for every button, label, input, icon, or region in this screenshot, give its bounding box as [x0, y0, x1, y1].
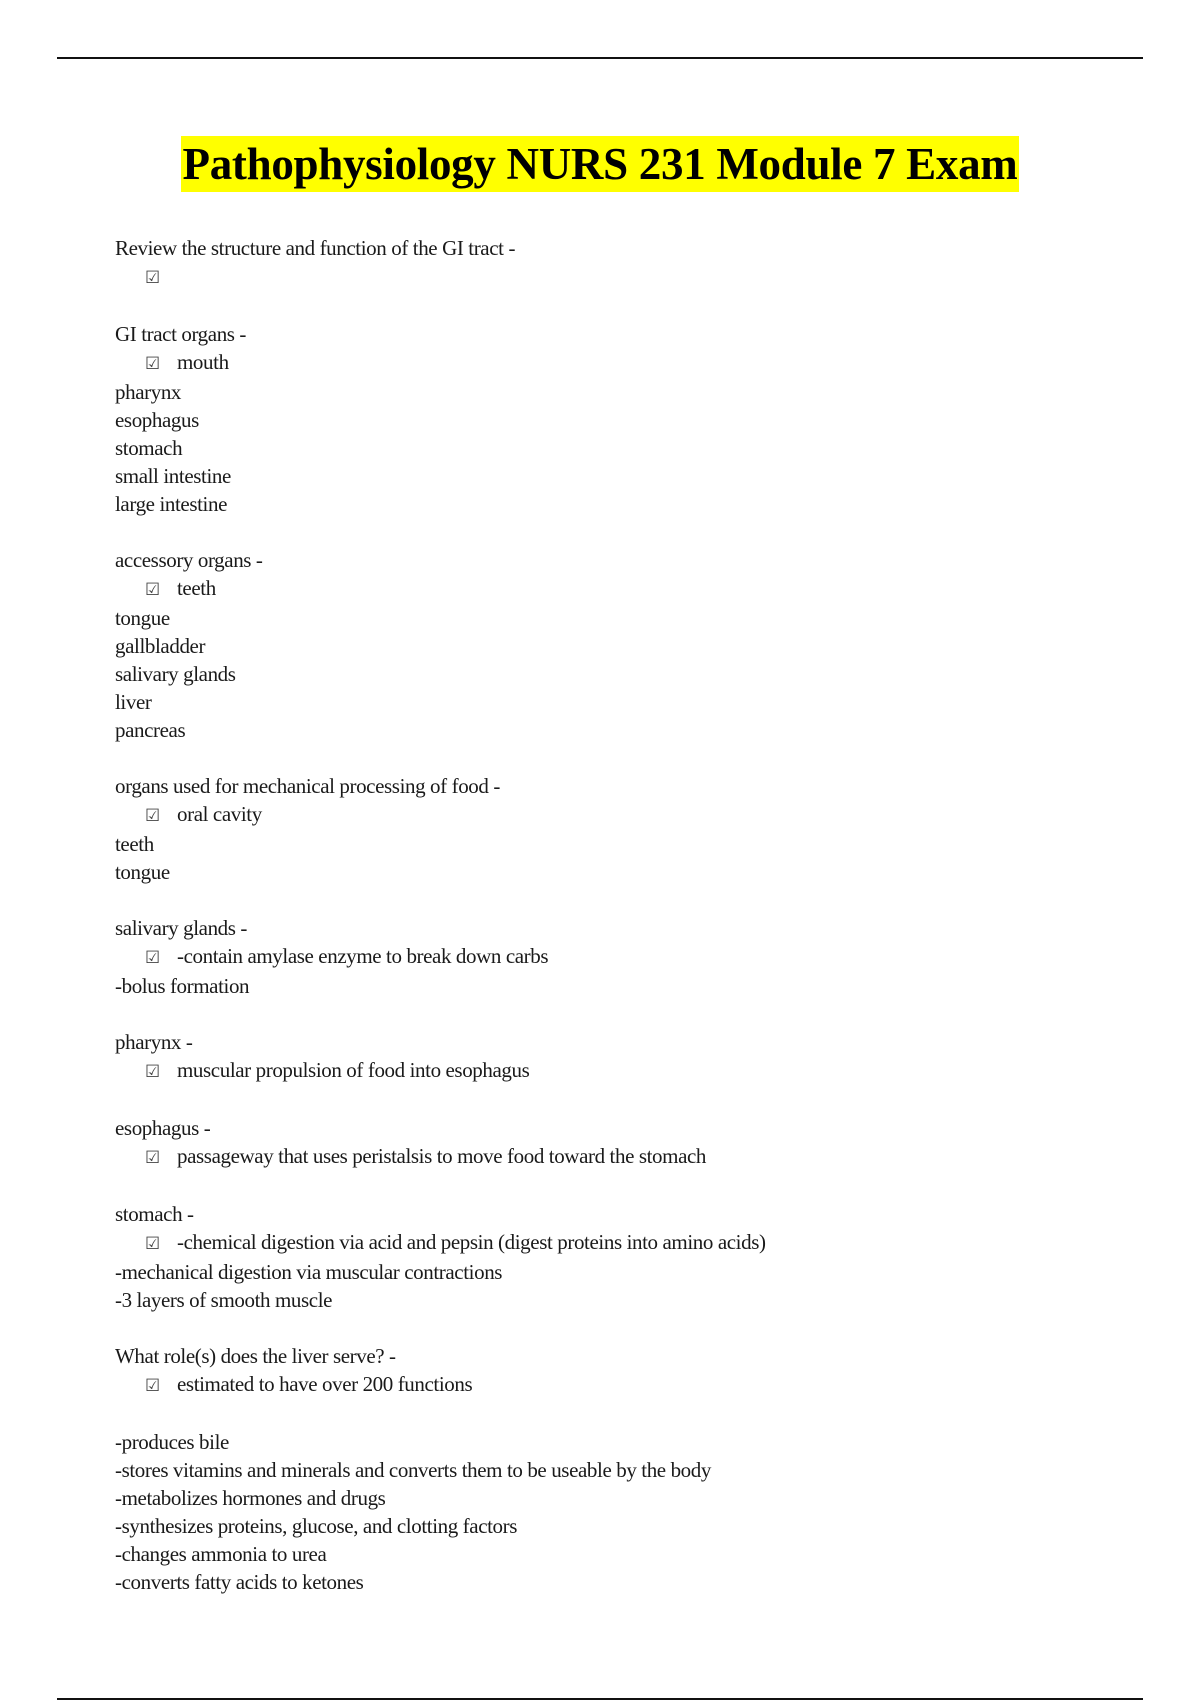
qa-section: [115, 1114, 1115, 1172]
answer-line: liver: [115, 690, 152, 714]
answer-text: estimated to have over 200 functions: [177, 1372, 473, 1396]
top-rule: [57, 57, 1143, 59]
liver-function-line: -stores vitamins and minerals and converts them to be useable by the body: [115, 1458, 711, 1482]
answer-first-line: [115, 1370, 1115, 1400]
answer-line: pharynx: [115, 380, 182, 404]
checkbox-icon: ☑: [145, 268, 160, 288]
qa-section: [115, 772, 1115, 886]
liver-function-line: -metabolizes hormones and drugs: [115, 1486, 386, 1510]
title-container: [0, 136, 1200, 192]
answer-first-line: [115, 262, 1115, 292]
answer-text: oral cavity: [177, 802, 262, 826]
answer-line: salivary glands: [115, 662, 236, 686]
qa-section: [115, 1028, 1115, 1086]
answer-line: pancreas: [115, 718, 186, 742]
question-text: pharynx -: [115, 1030, 193, 1054]
answer-line: -3 layers of smooth muscle: [115, 1288, 333, 1312]
answer-text: passageway that uses peristalsis to move food toward the stomach: [177, 1144, 707, 1168]
liver-function-line: -synthesizes proteins, glucose, and clotting factors: [115, 1514, 518, 1538]
checkbox-icon: ☑: [145, 580, 160, 600]
answer-first-line: [115, 800, 1115, 830]
answer-line: tongue: [115, 860, 170, 884]
question-text: Review the structure and function of the GI tract -: [115, 236, 516, 260]
answer-line: -mechanical digestion via muscular contractions: [115, 1260, 503, 1284]
document-title: Pathophysiology NURS 231 Module 7 Exam: [181, 136, 1020, 192]
checkbox-icon: ☑: [145, 1148, 160, 1168]
answer-first-line: [115, 1228, 1115, 1258]
answer-text: muscular propulsion of food into esophagus: [177, 1058, 530, 1082]
checkbox-icon: ☑: [145, 1234, 160, 1254]
checkbox-icon: ☑: [145, 806, 160, 826]
answer-line: large intestine: [115, 492, 227, 516]
answer-first-line: [115, 574, 1115, 604]
answer-line: -bolus formation: [115, 974, 250, 998]
answer-text: -chemical digestion via acid and pepsin (digest proteins into amino acids): [177, 1230, 766, 1254]
question-text: What role(s) does the liver serve? -: [115, 1344, 396, 1368]
qa-section: [115, 234, 1115, 292]
answer-line: teeth: [115, 832, 154, 856]
liver-functions-list: [115, 1428, 1115, 1596]
answer-line: esophagus: [115, 408, 199, 432]
question-text: stomach -: [115, 1202, 194, 1226]
qa-section: [115, 914, 1115, 1000]
question-text: GI tract organs -: [115, 322, 247, 346]
answer-text: teeth: [177, 576, 216, 600]
question-text: salivary glands -: [115, 916, 247, 940]
answer-text: -contain amylase enzyme to break down carbs: [177, 944, 549, 968]
checkbox-icon: ☑: [145, 354, 160, 374]
qa-section: [115, 1200, 1115, 1314]
qa-sections: [115, 234, 1115, 1400]
answer-line: gallbladder: [115, 634, 206, 658]
answer-line: tongue: [115, 606, 170, 630]
document-body: [115, 234, 1115, 1624]
checkbox-icon: ☑: [145, 948, 160, 968]
answer-first-line: [115, 348, 1115, 378]
answer-first-line: [115, 942, 1115, 972]
qa-section: [115, 320, 1115, 518]
answer-first-line: [115, 1056, 1115, 1086]
qa-section: [115, 546, 1115, 744]
question-text: accessory organs -: [115, 548, 263, 572]
liver-function-line: -changes ammonia to urea: [115, 1542, 327, 1566]
qa-section: [115, 1342, 1115, 1400]
answer-line: stomach: [115, 436, 183, 460]
question-text: esophagus -: [115, 1116, 211, 1140]
answer-text: mouth: [177, 350, 229, 374]
question-text: organs used for mechanical processing of food -: [115, 774, 500, 798]
liver-function-line: -converts fatty acids to ketones: [115, 1570, 364, 1594]
answer-first-line: [115, 1142, 1115, 1172]
checkbox-icon: ☑: [145, 1376, 160, 1396]
liver-function-line: -produces bile: [115, 1430, 229, 1454]
checkbox-icon: ☑: [145, 1062, 160, 1082]
answer-line: small intestine: [115, 464, 231, 488]
